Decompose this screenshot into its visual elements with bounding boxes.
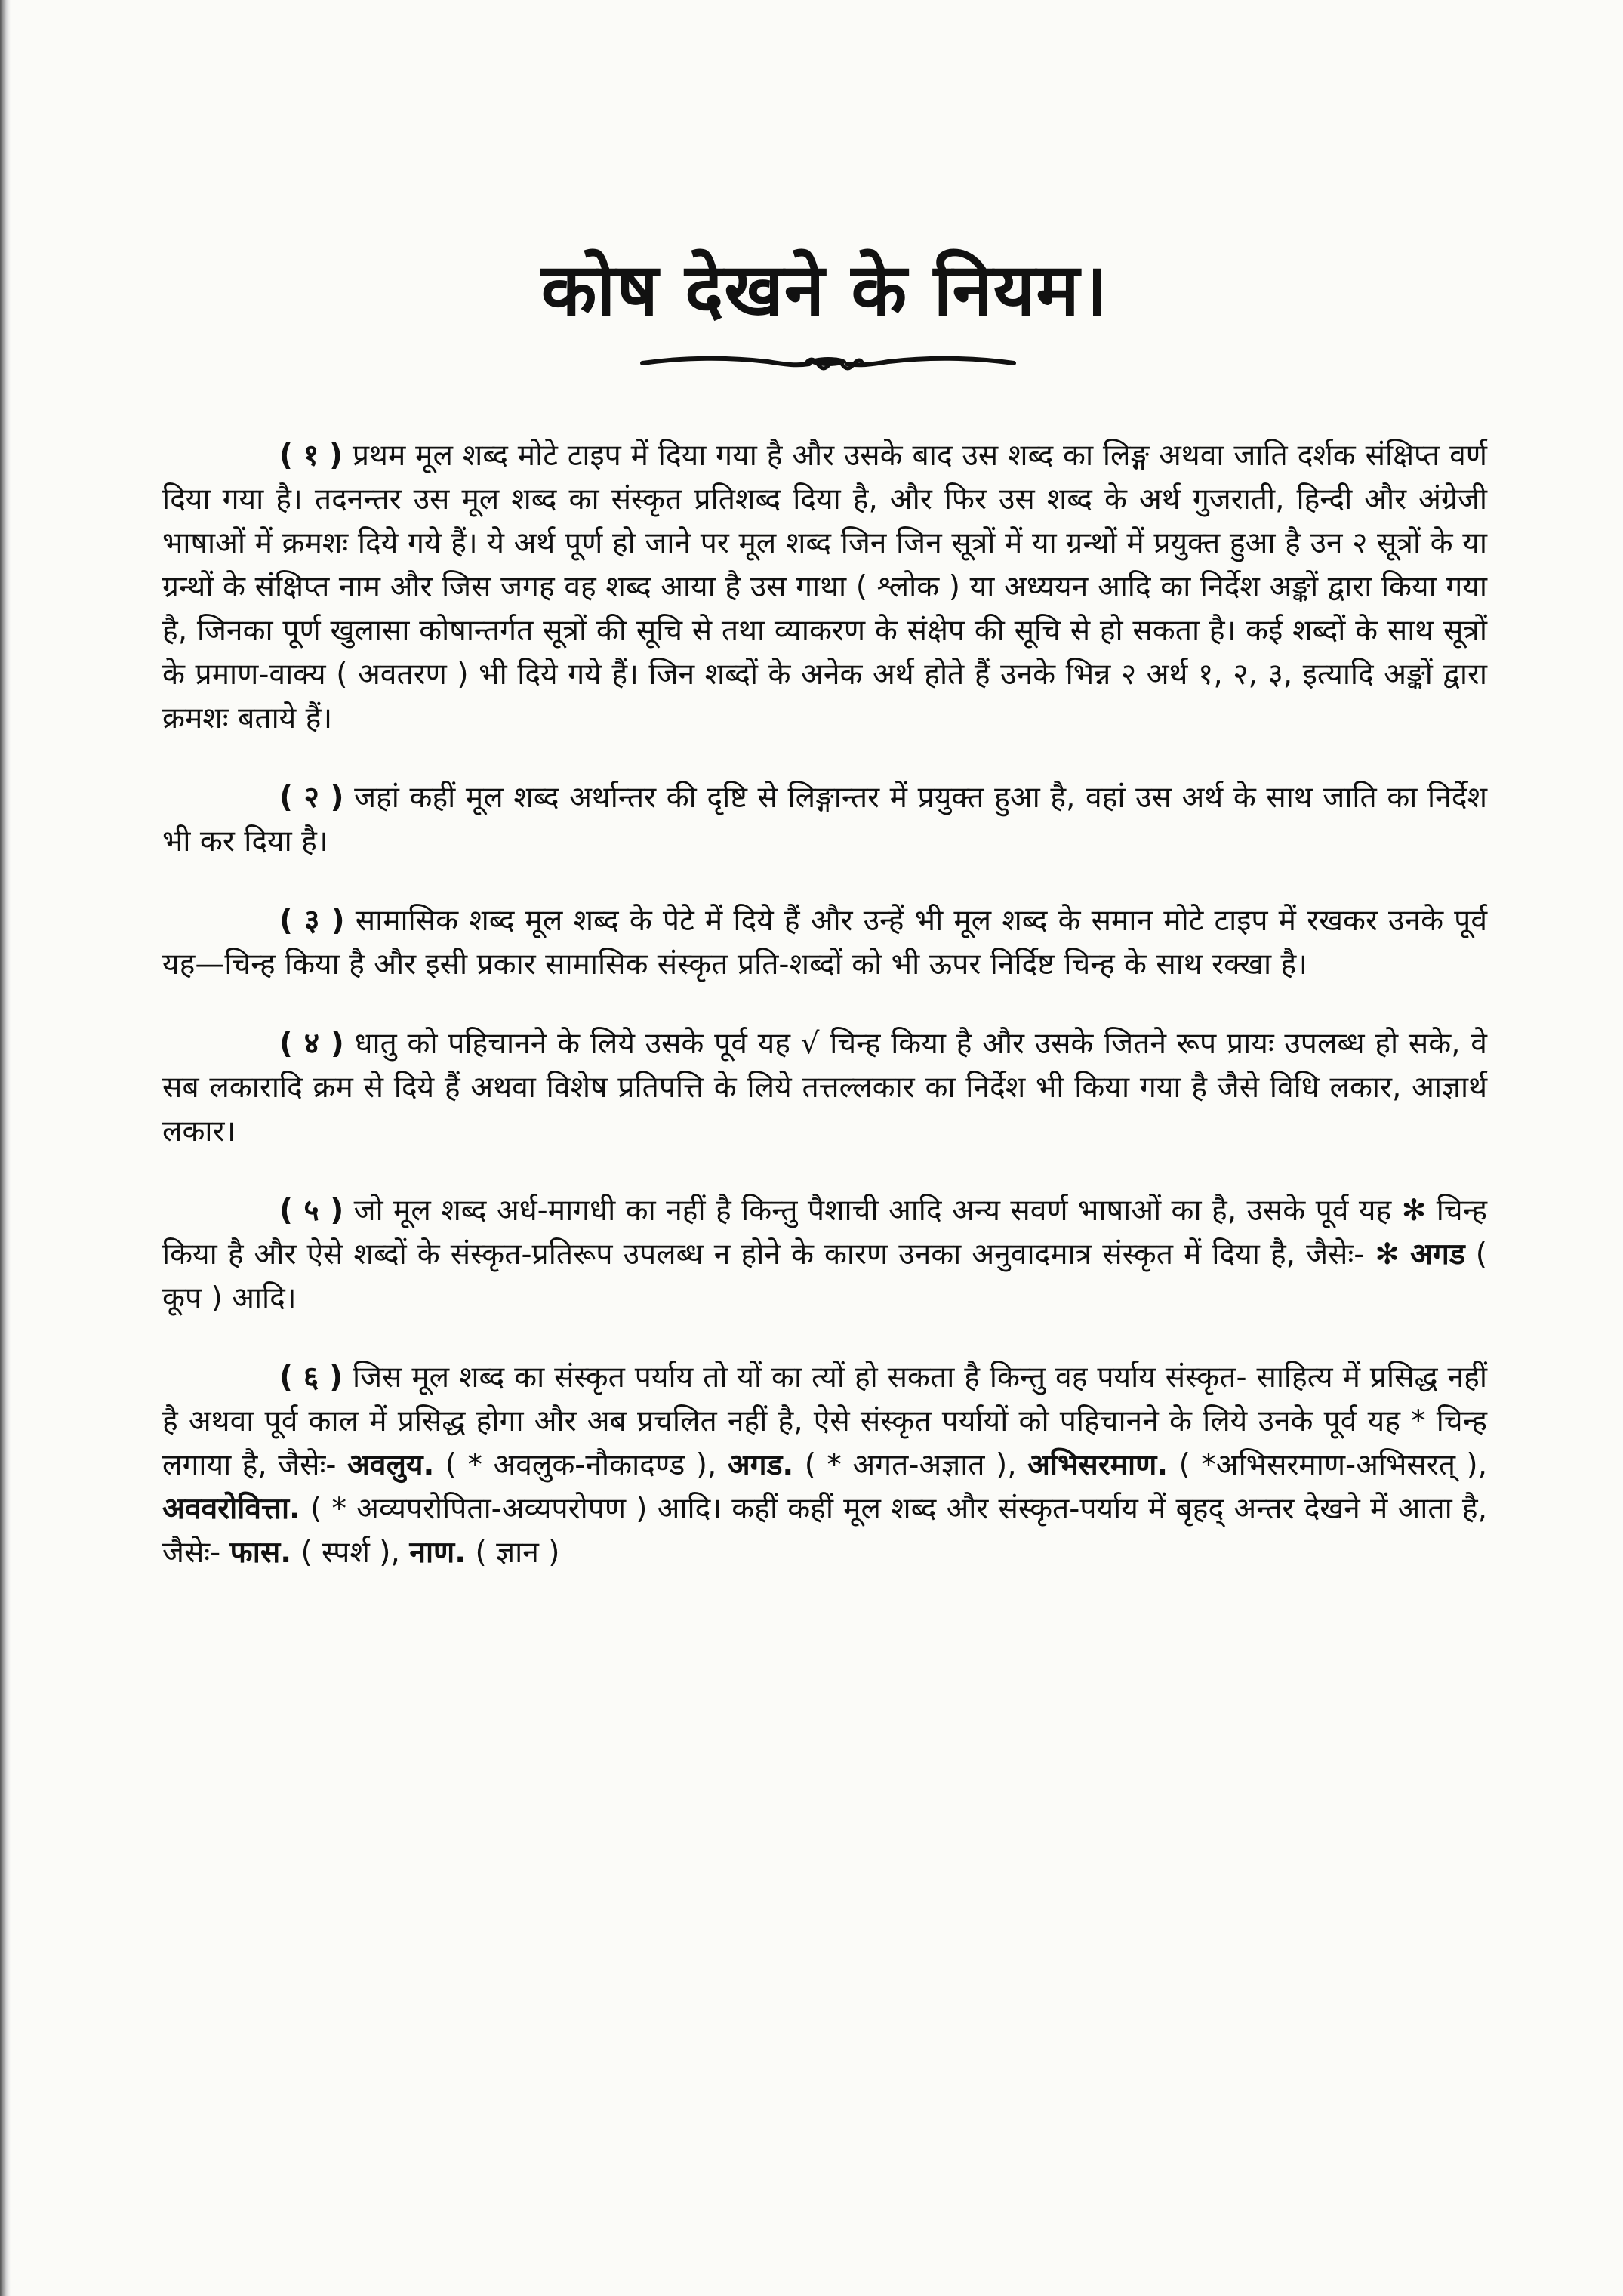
rule-number: ( ६ ) [279,1361,343,1395]
example-word-bold: अगड [1410,1237,1465,1271]
rule-paragraph-4 [162,1022,1487,1154]
rule-number: ( २ ) [279,781,344,815]
rules-text [162,434,1487,1610]
scan-edge [0,0,11,2296]
rule-text: सामासिक शब्द मूल शब्द के पेटे में दिये हैं और उन्हें भी मूल शब्द के समान मोटे टाइप में रखकर उनके पूर्व यह—चिन्ह किया है और इसी प्रकार सामासिक संस्कृत प्रति-शब्दों को भी ऊपर निर्दिष्ट चिन्ह के साथ रक्खा है। [162,904,1487,982]
example-word-bold: फास. [229,1536,292,1570]
rule-number: ( ४ ) [279,1027,344,1061]
rule-text: प्रथम मूल शब्द मोटे टाइप में दिया गया है और उसके बाद उस शब्द का लिङ्ग अथवा जाति दर्शक संक्षिप्त वर्ण दिया गया है। तदनन्तर उस मूल शब्द का संस्कृत प्रतिशब्द दिया है, और फिर उस शब्द के अर्थ गुजराती, हिन्दी और अंग्रेजी भाषाओं में क्रमशः दिये गये हैं। ये अर्थ पूर्ण हो जाने पर मूल शब्द जिन जिन सूत्रों में या ग्रन्थों में प्रयुक्त हुआ है उन २ सूत्रों के या ग्रन्थों के संक्षिप्त नाम और जिस जगह वह शब्द आया है उस गाथा ( श्लोक ) या अध्ययन आदि का निर्देश अङ्कों द्वारा किया गया है, जिनका पूर्ण खुलासा कोषान्तर्गत सूत्रों की सूचि से तथा व्याकरण के संक्षेप की सूचि से हो सकता है। कई शब्दों के साथ सूत्रों के प्रमाण-वाक्य ( अवतरण ) भी दिये गये हैं। जिन शब्दों के अनेक अर्थ होते हैं उनके भिन्न २ अर्थ १, २, ३, इत्यादि अङ्कों द्वारा क्रमशः बताये हैं। [162,439,1487,735]
rule-paragraph-3 [162,899,1487,987]
example-word-bold: नाण. [409,1536,467,1570]
rule-text: जहां कहीं मूल शब्द अर्थान्तर की दृष्टि से लिङ्गान्तर में प्रयुक्त हुआ है, वहां उस अर्थ के साथ जाति का निर्देश भी कर दिया है। [162,781,1487,858]
rule-number: ( ३ ) [279,904,345,938]
rule-paragraph-1 [162,434,1487,741]
rule-text: ( कूप ) आदि। [162,1237,1487,1315]
rule-text: ( * अगत-अज्ञात ), [804,1448,1017,1482]
rule-paragraph-5 [162,1189,1487,1321]
document-page [162,0,1487,2296]
title-flourish-divider [639,344,1017,381]
rule-text: ( *अभिसरमाण-अभिसरत् ), [1178,1448,1488,1482]
rule-paragraph-6 [162,1356,1487,1575]
page-title: कोष देखने के नियम। [540,248,1109,333]
rule-text: ( * अव्यपरोपिता-अव्यपरोपण ) आदि। कहीं कहीं मूल शब्द और संस्कृत-पर्याय में बृहद् अन्तर देखने में आता है, जैसेः- [162,1492,1487,1570]
rule-text: जो मूल शब्द अर्ध-मागधी का नहीं है किन्तु पैशाची आदि अन्य सवर्ण भाषाओं का है, उसके पूर्व यह ✻ चिन्ह किया है और ऐसे शब्दों के संस्कृत-प्रतिरूप उपलब्ध न होने के कारण उनका अनुवादमात्र संस्कृत में दिया है, जैसेः- ✻ [162,1194,1487,1271]
example-word-bold: अगड. [727,1448,794,1482]
rule-text: ( स्पर्श ), [300,1536,400,1570]
example-word-bold: अववरोवित्ता. [162,1492,300,1526]
example-word-bold: अवलुय. [346,1448,435,1482]
rule-text: ( * अवलुक-नौकादण्ड ), [445,1448,717,1482]
rule-text: धातु को पहिचानने के लिये उसके पूर्व यह √ चिन्ह किया है और उसके जितने रूप प्रायः उपलब्ध हो सके, वे सब लकारादि क्रम से दिये हैं अथवा विशेष प्रतिपत्ति के लिये तत्तल्लकार का निर्देश भी किया गया है जैसे विधि लकार, आज्ञार्थ लकार। [162,1027,1487,1148]
rule-number: ( ५ ) [279,1194,344,1228]
rule-paragraph-2 [162,776,1487,864]
rule-text: ( ज्ञान ) [475,1536,560,1570]
example-word-bold: अभिसरमाण. [1027,1448,1169,1482]
rule-number: ( १ ) [279,439,343,473]
rule-text: जिस मूल शब्द का संस्कृत पर्याय तो यों का त्यों हो सकता है किन्तु वह पर्याय संस्कृत- साहित्य में प्रसिद्ध नहीं है अथवा पूर्व काल में प्रसिद्ध होगा और अब प्रचलित नहीं है, ऐसे संस्कृत पर्यायों को पहिचानने के लिये उनके पूर्व यह * चिन्ह लगाया है, जैसेः- [162,1361,1487,1482]
